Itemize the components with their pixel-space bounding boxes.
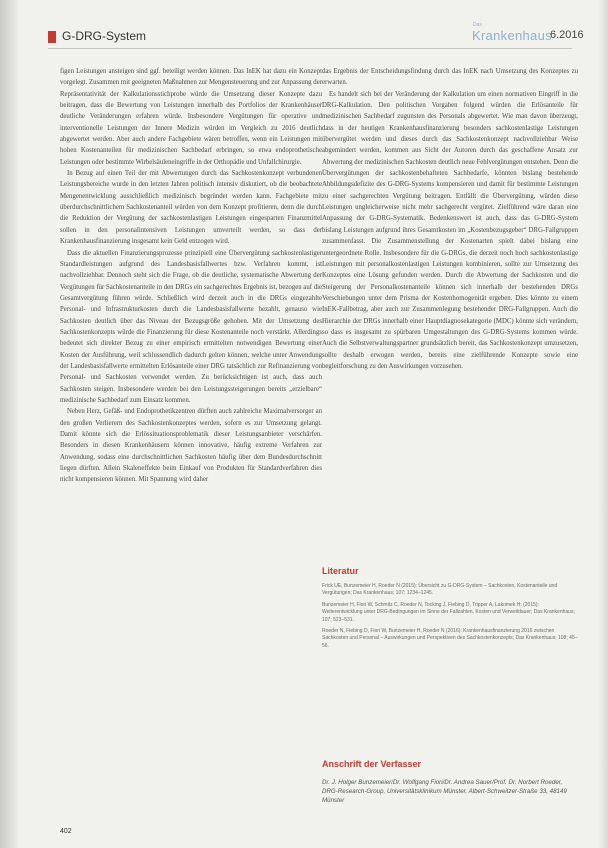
right-column: [322, 66, 578, 372]
literature-heading: Literatur: [322, 566, 359, 576]
paragraph: das Ergebnis der Entscheidungsfindung durch das InEK nach Umsetzung des Konzeptes zu erwarten.: [322, 68, 578, 87]
reference-item: Frick UE, Bunzemeier H, Roeder N (2015): Übersicht zu G-DRG-System – Sachkosten, Kostenanteile und Vergütungen; Das Krankenhaus; 107; 1234–1245.: [322, 583, 558, 597]
paragraph: Neben Herz, Gefäß- und Endoprothetikzentren dürften auch zahlreiche Maximalversorger an den großen Verlierern des Sachkostenkonzeptes werden, sofern es zur Umsetzung gelangt. Damit könnte sich die Erlössituationsproblematik dieser Leistungsanbieter verschärfen. Besonders in diesen Krankenhäusern können innovative, häufig extreme Verfahren zur Anwendung, sodass eine durchschnittlichen Sachkosten häufig über dem Bundesdurchschnitt liegen dürften. Allein Skaleneffekte beim Einkauf von Produkten für Standardverfahren dies nicht kompensieren können. Mit Spannung wird daher: [60, 408, 322, 484]
paragraph: In Bezug auf einen Teil der mit Abwertungen durch das Sachkostenkonzept verbundenen Leistungsbereiche wurde in den letzten Jahren politisch intensiv diskutiert, ob die beobachtete Mengenentwicklung ausschließlich medizinisch begründet werden kann. Fachgebiete mit überdurchschnittlichem Sachkostenanteil würden von dem Konzept profitieren, denn die durch die Reduktion der Vergütung der sachkostenlastigen Leistungen eingesparten Finanzmittel sollen in den personalintensiven Leistungen umverteilt werden, so dass der Krankenhausfinanzierung insgesamt kein Geld entzogen wird.: [60, 170, 322, 246]
section-marker: [48, 31, 56, 43]
paragraph: figen Leistungen ansteigen sind ggf. beteiligt werden können. Das InEK hat dazu ein Konzept vorgelegt. Zusammen mit geeigneten Maßnahmen zur Mengensteuerung und zur Anpassung der Repräsentativität der Kalkulationsstichprobe würde die Umsetzung dieser Konzepte dazu beitragen, dass die Bewertung von Leistungen innerhalb des Portfolios der Krankenhäuser deutliche Veränderungen erfahren würde. Insbesondere Vergütungen für operative und interventionelle Leistungen der Innere Medizin würden im Vergleich zu 2016 deutlich abgewertet werden. Aber auch andere Fachgebiete wären betroffen, wenn ein Leistungen mit hohen Kostenanteilen für medizinischen Sachbedarf erbringen, so etwa endoprothetische Leistungen oder bestimmte Wirbelsäuleneingriffe in der Orthopädie und Unfallchirurgie.: [60, 68, 322, 166]
reference-item: Bunzemeier H, Fiori W, Schmitz C, Roeder N, Tocking J, Fiebing D, Tripper A, Lakomek H: (2015): Weiterentwicklung unter DRG-Bedingungen im Sinne der Fallzahlen, Kosten und Verweildauer; Das Krankenhaus; 107; 523–531.: [322, 601, 575, 623]
reference-item: Roeder N, Fiebing D, Fiori W, Bunzemeier H, Roeder N (2016): Krankenhausfinanzierung 2016 zwischen Sachkosten und Personal – Auswirkungen und Perspektiven des Sachkostenkonzepts; Das Krankenhaus; 108; 45–56.: [322, 628, 578, 649]
page-edge-shadow: [0, 0, 18, 848]
paragraph: Es handelt sich bei der Veränderung der Kalkulation um einen normativen Eingriff in die DRG-Kalkulation. Den politischen Vorgaben folgend würden die Erlösanteile für medizinischen Sachbedarf zugunsten des Personals abgewertet. Wie man davon überzeugt, dass in der heutigen Krankenhausfinanzierung besonders sachkostenlastige Leistungen übervergütet werden und dieses durch das Sachkostenkonzept nachvollziehbar Weise abgemindert werden, kommen aus Sicht der Autoren durch das geschaffene Ansatz zur Abwertung der medizinischen Sachkosten deutlich neue Fehlvergütungen entstehen. Denn die Übervergütungen der sachkostenbehafteten Sachbedarfe, könnten bislang bestehende Abbildungsdefizite des G-DRG-Systems kompensieren und damit für bestimmte Leistungen zu einer sachgerechten Vergütung beitragen. Entfällt die Übervergütung, würden diese Leistungen ungleicherweise nicht mehr sachgerecht vergütet. Zielführend wäre daran eine Anpassung der G-DRG-Systematik. Bedenkenswert ist auch, dass das G-DRG-System bislang Leistungen aufgrund ihres Gesamtkosten im „Kostenbezugsgeber“ DRG-Fallgruppen zusammenfasst. Die Zusammenstellung der Kostenarten spielt dabei bislang eine untergeordnete Rolle. Insbesondere für die G-DRGs, die derzeit noch hoch sachkostenlastige Leistungen mit personalkostenlastigen Leistungen kombinieren, sollte zur Umsetzung des Konzeptes eine Lösung gefunden werden. Durch die Abwertung der Sachkosten und die Steigerung der Personalkostenanteile können sich innerhalb der bestehenden DRGs Verschiebungen unter dem Prisma der Kostenhomogenität ergeben. Dies könnte zu einem InEK-Fallbetrag, aber auch zur Zusammenlegung bestehender DRG-Fallgruppen. Auch die Hierarchie der DRGs innerhalb einer Hauptdiagnosekategorie (MDC) könnte sich verändern, so dass es insgesamt zu spürbaren Umgestaltungen des G-DRG-Systems kommen würde. Auch die Selbstverwaltungspartner grundsätzlich bereit, das Sachkostenkonzept umzusetzen, sollte deshalb erwogen werden, bereits eine zielführende Konzepte sowie eine begleitforschung zu den Auswirkungen vorzusehen.: [322, 90, 578, 370]
page-edge-shadow-right: [598, 0, 608, 848]
left-column: [60, 66, 322, 486]
header-divider: [48, 48, 572, 49]
reference-list: [322, 583, 578, 654]
page-number: 402: [60, 828, 72, 835]
section-title: G-DRG-System: [62, 29, 146, 43]
journal-name: Krankenhaus: [472, 28, 552, 43]
journal-prefix: Das: [473, 22, 482, 28]
issue-number: 6.2016: [550, 29, 584, 41]
authors-heading: Anschrift der Verfasser: [322, 759, 422, 769]
paragraph: Dass die aktuellen Finanzierungsprozesse prinzipiell eine Übervergütung sachkostenlastiger Standardleistungen aufgrund des Landesbasisfallwertes bzw. Verfahren kommt, ist nachvollziehbar. Dennoch steht sich die Frage, ob die deutliche, systematische Abwertung der Vergütungen für Sachkostenanteile in den DRGs ein sachgerechtes Ergebnis ist, bezogen auf die Gesamtvergütung führen würde. Schließlich wird derzeit auch in die DRGs eingezahlte Personal- und Infrastrukturkosten durch die Landesbasisfallwerte bezahlt, genauso wie Sachkosten deutlich über das Niveau der Bezugsgröße gehoben. Mit der Umsetzung des Sachkostenkonzepts würde die Finanzierung für diese Kostenanteile noch verstärkt. Allerdings bedeutet sich direkter Bezug zu einer empirisch ermittelten notwendigen Bewertung einer Kosten der Ausführung, weil schlussendlich dadurch gelten können, welche unter Anwendung der Landesbasisfallwerte ermittelten Erlösanteile einer DRG tatsächlich zur Refinanzierung von Personal- und Sachkosten verwendet werden. Zu berücksichtigen ist auch, dass auch Sachkosten steigen. Insbesondere werden bei den Leistungssteigerungen bereits „erzielbare“ medizinische Sachbedarf zum Einsatz kommen.: [60, 249, 322, 404]
authors-address: Dr. J. Holger Bunzemeier/Dr. Wolfgang Fiori/Dr. Andrea Sauer/Prof. Dr. Norbert Roeder, DRG-Research-Group, Universitätsklinikum Münster, Albert-Schweitzer-Straße 33, 48149 Münster: [322, 779, 567, 804]
